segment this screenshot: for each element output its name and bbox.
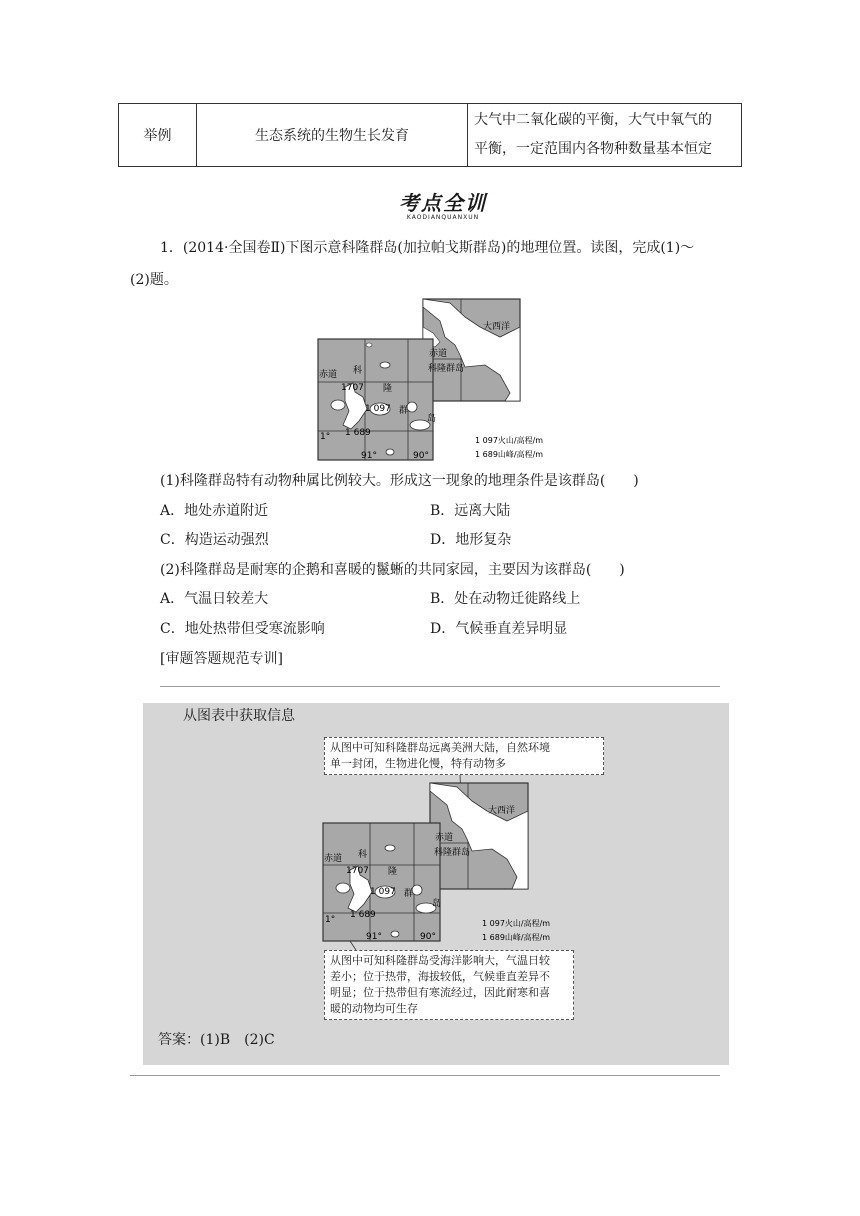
sub-question-1: (1)科隆群岛特有动物种属比例较大。形成这一现象的地理条件是该群岛( )	[160, 473, 639, 489]
galapagos-map-annotated	[320, 775, 588, 950]
islands-label: 科隆群岛	[434, 848, 471, 858]
longitude-label: 90°	[413, 451, 429, 461]
latitude-label: 1°	[320, 432, 331, 442]
note-line: 单一封闭，生物进化慢，特有动物多	[330, 757, 506, 770]
option-d: D．气候垂直差异明显	[430, 621, 568, 637]
map-char: 隆	[388, 867, 398, 877]
legend-volcano: 1 097火山/高程/m	[482, 919, 551, 928]
elevation-label: 1 689	[345, 428, 371, 438]
divider	[130, 1075, 720, 1076]
note-line: 暖的动物均可生存	[330, 1002, 418, 1015]
legend-volcano: 1 097火山/高程/m	[475, 436, 544, 445]
table-cell-line: 大气中二氧化碳的平衡，大气中氧气的	[474, 112, 712, 128]
table-cell-examples	[468, 104, 742, 167]
option-a: A．地处赤道附近	[160, 503, 269, 519]
section-heading	[388, 192, 498, 226]
option-c: C．构造运动强烈	[160, 532, 269, 548]
legend-peak: 1 689山峰/高程/m	[475, 450, 544, 459]
table-row	[119, 104, 742, 167]
legend-peak: 1 689山峰/高程/m	[482, 933, 551, 942]
elevation-label: 1 097	[365, 404, 391, 414]
elevation-label: 1 689	[350, 910, 376, 920]
option-a: A．气温日较差大	[160, 591, 269, 607]
option-b: B．处在动物迁徙路线上	[430, 591, 581, 607]
answer-panel-title: 从图表中获取信息	[183, 708, 295, 724]
option-b: B．远离大陆	[430, 503, 511, 519]
note-line: 从图中可知科隆群岛远离美洲大陆，自然环境	[330, 741, 550, 754]
option-d: D．地形复杂	[430, 532, 512, 548]
sub-question-2: (2)科隆群岛是耐寒的企鹅和喜暖的鬣蜥的共同家园，主要因为该群岛( )	[160, 562, 625, 578]
summary-table	[118, 103, 742, 167]
guide-label: [审题答题规范专训]	[160, 651, 283, 667]
divider	[160, 686, 720, 687]
equator-left-label: 赤道	[319, 370, 338, 380]
map-char: 岛	[427, 414, 437, 424]
note-line: 从图中可知科隆群岛受海洋影响大，气温日较	[330, 954, 550, 967]
table-cell-label: 举例	[119, 104, 197, 167]
option-c: C．地处热带但受寒流影响	[160, 621, 325, 637]
elevation-label: 1 097	[370, 887, 396, 897]
question-line: (2)题。	[130, 272, 178, 288]
section-subtitle: KAODIANQUANXUN	[406, 214, 480, 221]
section-title: 考点全训	[399, 191, 487, 215]
elevation-label: 1707	[346, 866, 369, 876]
note-box-1	[324, 737, 604, 775]
map-char: 岛	[432, 899, 442, 909]
map-char: 隆	[383, 384, 393, 394]
latitude-label: 1°	[325, 915, 336, 925]
equator-left-label: 赤道	[324, 854, 343, 864]
answer-text: 答案：(1)B (2)C	[158, 1032, 275, 1048]
note-line: 明显；位于热带但有寒流经过，因此耐寒和喜	[330, 986, 550, 999]
atlantic-label: 大西洋	[488, 806, 516, 816]
question-line: 1．(2014·全国卷Ⅱ)下图示意科隆群岛(加拉帕戈斯群岛)的地理位置。读图，完成(1)～	[160, 240, 695, 256]
map-char: 群	[404, 889, 414, 899]
note-line: 差小；位于热带，海拔较低，气候垂直差异不	[330, 970, 550, 983]
map-char: 科	[358, 850, 368, 860]
galapagos-map	[315, 297, 605, 465]
atlantic-label: 大西洋	[483, 322, 511, 332]
map-char: 群	[399, 406, 409, 416]
equator-label: 赤道	[429, 349, 448, 359]
longitude-label: 91°	[361, 451, 377, 461]
longitude-label: 90°	[420, 932, 436, 942]
note-box-2	[324, 950, 574, 1020]
longitude-label: 91°	[366, 932, 382, 942]
map-char: 科	[353, 366, 363, 376]
table-cell-content: 生态系统的生物生长发育	[197, 104, 468, 167]
elevation-label: 1707	[341, 383, 364, 393]
islands-label: 科隆群岛	[428, 364, 465, 374]
equator-label: 赤道	[435, 833, 454, 843]
table-cell-line: 平衡，一定范围内各物种数量基本恒定	[474, 141, 712, 157]
